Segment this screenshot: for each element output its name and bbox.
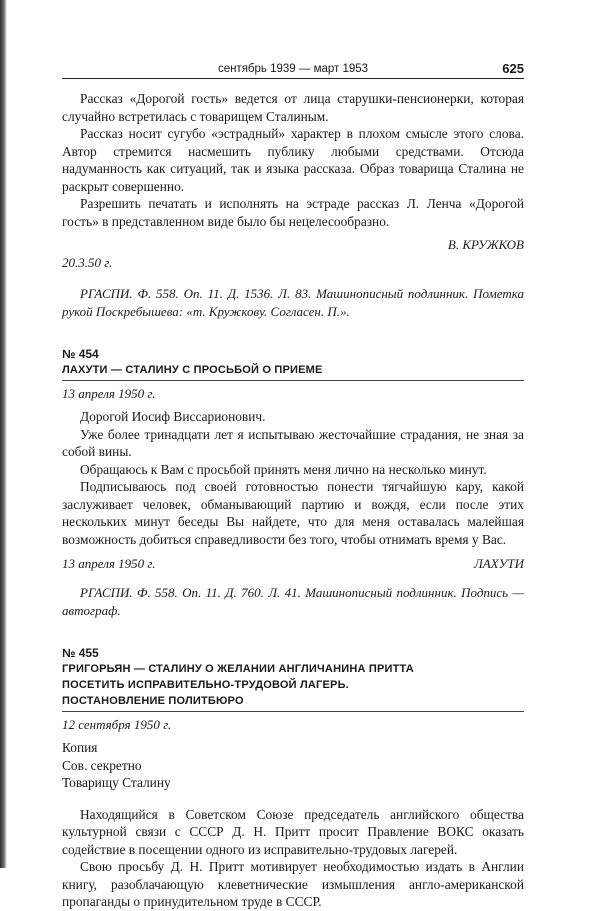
salutation: Дорогой Иосиф Виссарионович.	[80, 409, 266, 424]
document-page	[62, 58, 524, 911]
document-title-line: ГРИГОРЬЯН — СТАЛИНУ О ЖЕЛАНИИ АНГЛИЧАНИНА ПРИТТА	[62, 663, 414, 675]
previous-document	[62, 90, 524, 320]
running-head-title: сентябрь 1939 — март 1953	[217, 63, 369, 75]
addressee: Товарищу Сталину	[62, 775, 171, 790]
document-header-block	[62, 739, 524, 792]
paragraph: Уже более тринадцати лет я испытываю жесточайшие страдания, не зная за собой вины.	[62, 426, 524, 459]
document-title-line: ПОСТАНОВЛЕНИЕ ПОЛИТБЮРО	[62, 695, 244, 707]
document-date: 13 апреля 1950 г.	[62, 386, 156, 401]
signature: В. КРУЖКОВ	[447, 237, 524, 252]
secrecy-mark: Сов. секретно	[62, 757, 142, 773]
document-title-line: ПОСЕТИТЬ ИСПРАВИТЕЛЬНО-ТРУДОВОЙ ЛАГЕРЬ.	[62, 679, 349, 691]
paragraph: Подписываюсь под своей готовностью понести тягчайшую кару, какой заслуживает человек, обманывающий партию и вождя, если после этих нескольких минут беседы Вы найдете, что для меня оставалась малейшая возможность добиться справедливости без того, чтобы отнимать время у Вас.	[62, 479, 524, 547]
document-title: ЛАХУТИ — СТАЛИНУ С ПРОСЬБОЙ О ПРИЕМЕ	[62, 364, 323, 376]
paragraph: Находящийся в Советском Союзе председатель английского общества культурной связи с СССР Д. Н. Притт просит Правление ВОКС оказать содействие в посещении одного из исправительно-трудовых лагерей.	[62, 806, 524, 857]
archive-note: РГАСПИ. Ф. 558. Оп. 11. Д. 1536. Л. 83. Машинописный подлинник. Пометка рукой Поскребышева: «т. Кружкову. Согласен. П.».	[62, 286, 524, 319]
running-head	[62, 58, 524, 79]
paragraph: Рассказ носит сугубо «эстрадный» характер в плохом смысле этого слова. Автор стремится насмешить публику любыми средствами. Отсюда надуманность как ситуаций, так и языка рассказа. Образ товарища Сталина не раскрыт совершенно.	[62, 126, 524, 194]
closing-date: 13 апреля 1950 г.	[62, 556, 156, 571]
copy-mark: Копия	[62, 740, 98, 755]
paragraph: Разрешить печатать и исполнять на эстраде рассказ Л. Ленча «Дорогой гость» в представленном виде было бы нецелесообразно.	[62, 196, 524, 229]
closing-line	[62, 556, 524, 572]
document-number: № 455	[62, 646, 99, 660]
page-number: 625	[502, 61, 524, 76]
paragraph: Свою просьбу Д. Н. Притт мотивирует необходимостью издать в Англии книгу, разоблачающую клеветнические измышления англо-американской пропаганды о принудительном труде в СССР.	[62, 859, 524, 909]
document-454	[62, 346, 524, 619]
archive-note: РГАСПИ. Ф. 558. Оп. 11. Д. 760. Л. 41. Машинописный подлинник. Подпись — автограф.	[62, 585, 524, 618]
page-edge-shadow	[0, 0, 7, 868]
signer: ЛАХУТИ	[473, 556, 524, 571]
paragraph: Обращаюсь к Вам с просьбой принять меня лично на несколько минут.	[80, 461, 487, 477]
document-number: № 454	[62, 347, 99, 361]
heading-rule	[62, 711, 524, 712]
heading-rule	[62, 380, 524, 381]
document-455	[62, 645, 524, 911]
document-date: 20.3.50 г.	[62, 255, 113, 270]
document-date: 12 сентября 1950 г.	[62, 717, 172, 732]
paragraph: Рассказ «Дорогой гость» ведется от лица старушки-пенсионерки, которая случайно встретилась с товарищем Сталиным.	[62, 91, 524, 124]
